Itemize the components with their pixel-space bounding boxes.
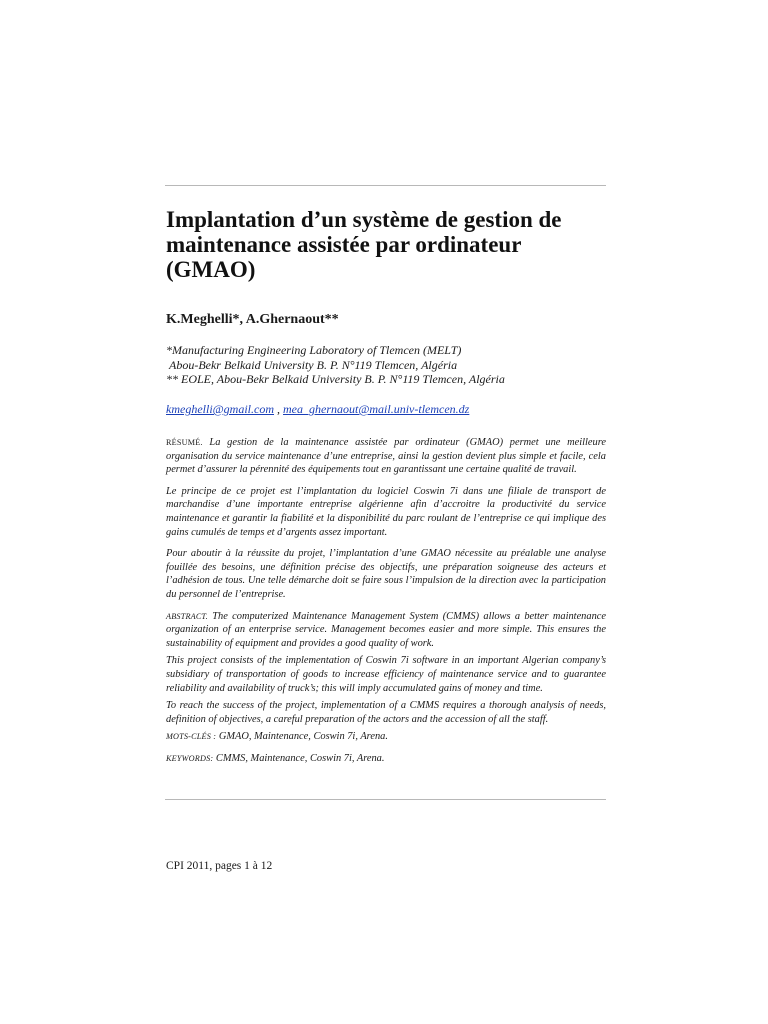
email-link-ghernaout[interactable]: mea_ghernaout@mail.univ-tlemcen.dz xyxy=(283,402,470,416)
author-emails xyxy=(166,402,469,417)
keywords-en-label: KEYWORDS: xyxy=(166,753,214,763)
resume-paragraph: Pour aboutir à la réussite du projet, l’implantation d’une GMAO nécessite au préalable une analyse fouillée des besoins, une définition précise des objectifs, une préparation soigneuse des acteurs et l’adhésion de tous. Une telle démarche doit se faire sous l’impulsion de la direction avec la participation du personnel de l’entreprise. xyxy=(166,548,606,600)
email-link-meghelli[interactable]: kmeghelli@gmail.com xyxy=(166,402,275,416)
keywords-fr xyxy=(166,730,606,744)
abstract-block xyxy=(166,436,606,773)
abstract-label: ABSTRACT. xyxy=(166,611,208,621)
affiliation-line: Abou-Bekr Belkaid University B. P. N°119 Tlemcen, Algéria xyxy=(169,357,458,372)
keywords-fr-value: GMAO, Maintenance, Coswin 7i, Arena. xyxy=(218,731,388,743)
email-separator: , xyxy=(274,402,284,416)
top-divider xyxy=(165,185,606,186)
page-footer: CPI 2011, pages 1 à 12 xyxy=(166,860,273,872)
affiliation-line: *Manufacturing Engineering Laboratory of Tlemcen (MELT) xyxy=(166,343,462,357)
resume-text: La gestion de la maintenance assistée par ordinateur (GMAO) permet une meilleure organisation du service maintenance d’une entreprise, ainsi la gestion devient plus simple et facile, cela permet d’assurer la pérennité des équipements tout en garantissant une certaine qualité de travail. xyxy=(166,437,606,476)
paper-title: Implantation d’un système de gestion de maintenance assistée par ordinateur (GMAO) xyxy=(166,207,562,282)
resume-paragraph: Le principe de ce projet est l’implantation du logiciel Coswin 7i dans une filiale de transport de marchandise d’une importante entreprise algérienne afin d’accroitre la productivité du service maintenance et garantir la fiabilité et la disponibilité du parc roulant de l’entreprise ce qui implique des gains cumulés de temps et d’argents assez important. xyxy=(166,485,606,538)
abstract-paragraph: To reach the success of the project, implementation of a CMMS requires a thorough analysis of needs, definition of objectives, a careful preparation of the actors and the accession of all the staff. xyxy=(166,700,606,725)
resume-paragraph xyxy=(166,436,606,477)
keywords-en xyxy=(166,752,606,766)
abstract-paragraph: This project consists of the implementation of Coswin 7i software in an important Algerian company’s subsidiary of transportation of goods to increase efficiency of maintenance service and to guarantee reliability and availability of truck’s; this will imply accumulated gains of money and time. xyxy=(166,655,606,694)
keywords-en-value: CMMS, Maintenance, Coswin 7i, Arena. xyxy=(215,752,385,764)
author-list: K.Meghelli*, A.Ghernaout** xyxy=(166,312,339,327)
abstract-paragraph xyxy=(166,610,606,651)
bottom-divider xyxy=(165,799,606,800)
keywords-fr-label: MOTS-CLÉS : xyxy=(166,732,217,742)
abstract-text: The computerized Maintenance Management System (CMMS) allows a better maintenance organization of an enterprise service. Management becomes easier and more simple. This ensures the sustainability of equipment and provides a good quality of work. xyxy=(166,610,606,649)
affiliations xyxy=(166,343,606,387)
resume-label: RÉSUMÉ. xyxy=(166,438,203,447)
affiliation-line: ** EOLE, Abou-Bekr Belkaid University B. P. N°119 Tlemcen, Algéria xyxy=(166,372,505,386)
